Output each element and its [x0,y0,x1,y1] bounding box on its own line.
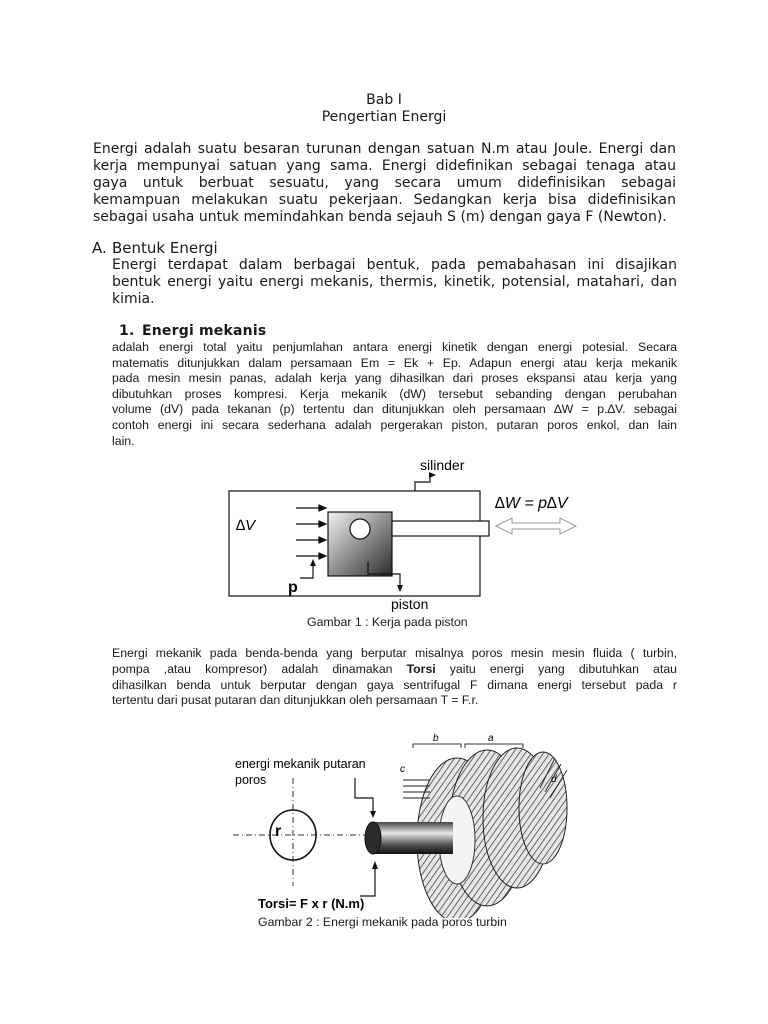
section-a-label: A. [92,239,107,257]
section-a-paragraph [112,257,677,308]
pressure-label: p [288,579,298,596]
formula-pointer-head [372,861,378,869]
paragraph-line: adalah energi total yaitu penjumlahan antara energi kinetik dengan energi potesial. Secara [112,340,677,354]
label-a: a [488,733,494,744]
energy-label: energi mekanik putaran [235,757,366,771]
silinder-pointer [415,475,430,491]
chapter-title: Pengertian Energi [321,109,447,125]
turbine-figure [225,728,575,918]
delta-v-label: ∆V [236,517,256,534]
piston-pin [350,519,370,539]
subsection-1-paragraph [112,340,677,449]
paragraph-line: dibutuhkan proses kompresi. Kerja mekanik (dW) tersebut sebanding dengan perubahan [112,386,677,401]
paragraph-line: bentuk energi yaitu energi mekanis, thermis, kinetik, potensial, matahari, dan [112,274,677,290]
silinder-label: silinder [420,457,465,473]
rotation-axes [233,778,370,886]
turbine-shaft [365,822,453,854]
paragraph-line [112,662,677,678]
paragraph-line: contoh energi ini secara sederhana adalah pergerakan piston, putaran poros enkol, dan lain [112,417,677,432]
paragraph-line: Energi adalah suatu besaran turunan dengan satuan N.m atau Joule. Energi dan [93,141,676,157]
paragraph-line: kerja mempunyai satuan yang sama. Energi didefinikan sebagai tenaga atau [93,158,676,174]
pressure-pointer [300,564,313,578]
work-equation: ∆W = p∆V [495,495,568,512]
paragraph-line: matematis ditunjukkan dalam persamaan Em = Ek + Ep. Adapun energi atau kerja mekanik [112,355,677,370]
piston-figure [200,450,620,620]
poros-label: poros [235,773,267,787]
energy-pointer-head [370,811,376,818]
paragraph-line: kemampuan melakukan suatu pekerjaan. Sedangkan kerja bisa didefinisikan [93,192,676,208]
paragraph-line: sebagai usaha untuk memindahkan benda sejauh S (m) dengan gaya F (Newton). [93,209,667,225]
pressure-arrows [296,505,326,559]
torsi-term: Torsi [406,661,436,676]
intro-paragraph [93,141,676,226]
pressure-pointer-head [310,559,316,566]
radius-label: r [275,823,282,840]
blade-brackets [413,744,523,748]
label-b: b [433,733,439,744]
torsi-formula: Torsi= F x r (N.m) [258,896,365,911]
piston-rod [392,521,489,536]
chapter-number: Bab I [366,92,402,108]
label-c: c [400,764,405,775]
section-a-title: Bentuk Energi [112,239,218,257]
paragraph-line: volume (dV) pada tekanan (p) tertentu dan ditunjukkan oleh persamaan ∆W = p.∆V. sebagai [112,402,677,417]
piston-pointer-head [397,585,403,592]
paragraph-line: gaya untuk berbuat sesuatu, yang secara umum didefinisikan sebagai [93,175,676,191]
paragraph-line: Energi mekanik pada benda-benda yang berputar misalnya poros mesin mesin fluida ( turbin, [112,646,677,660]
figure-1-caption: Gambar 1 : Kerja pada piston [307,615,468,629]
paragraph-line: tertentu dari pusat putaran dan ditunjukkan oleh persamaan T = F.r. [112,693,479,708]
paragraph-line: dihasilkan benda untuk berputar dengan gaya sentrifugal F dimana energi tersebut pada r [112,677,677,692]
text-run: pompa ,atau kompresor) adalah dinamakan [112,661,407,676]
double-arrow-icon [496,518,576,534]
subsection-1-label: 1. [119,323,135,339]
subsection-1-title: Energi mekanis [142,323,267,339]
paragraph-line: lain. [112,433,135,448]
text-run: yaitu energi yang dibutuhkan atau [435,661,677,676]
formula-pointer [360,868,375,896]
paragraph-line: Energi terdapat dalam berbagai bentuk, pada pemabahasan ini disajikan [112,257,677,273]
piston-label: piston [391,596,429,612]
energy-pointer [355,778,373,812]
label-d: d [551,774,557,785]
paragraph-line: kimia. [112,291,155,307]
paragraph-line: pada mesin mesin panas, adalah kerja yang dihasilkan dari proses ekspansi atau kerja yang [112,371,677,386]
torsi-paragraph [112,646,677,709]
figure-2-caption: Gambar 2 : Energi mekanik pada poros turbin [258,915,507,929]
